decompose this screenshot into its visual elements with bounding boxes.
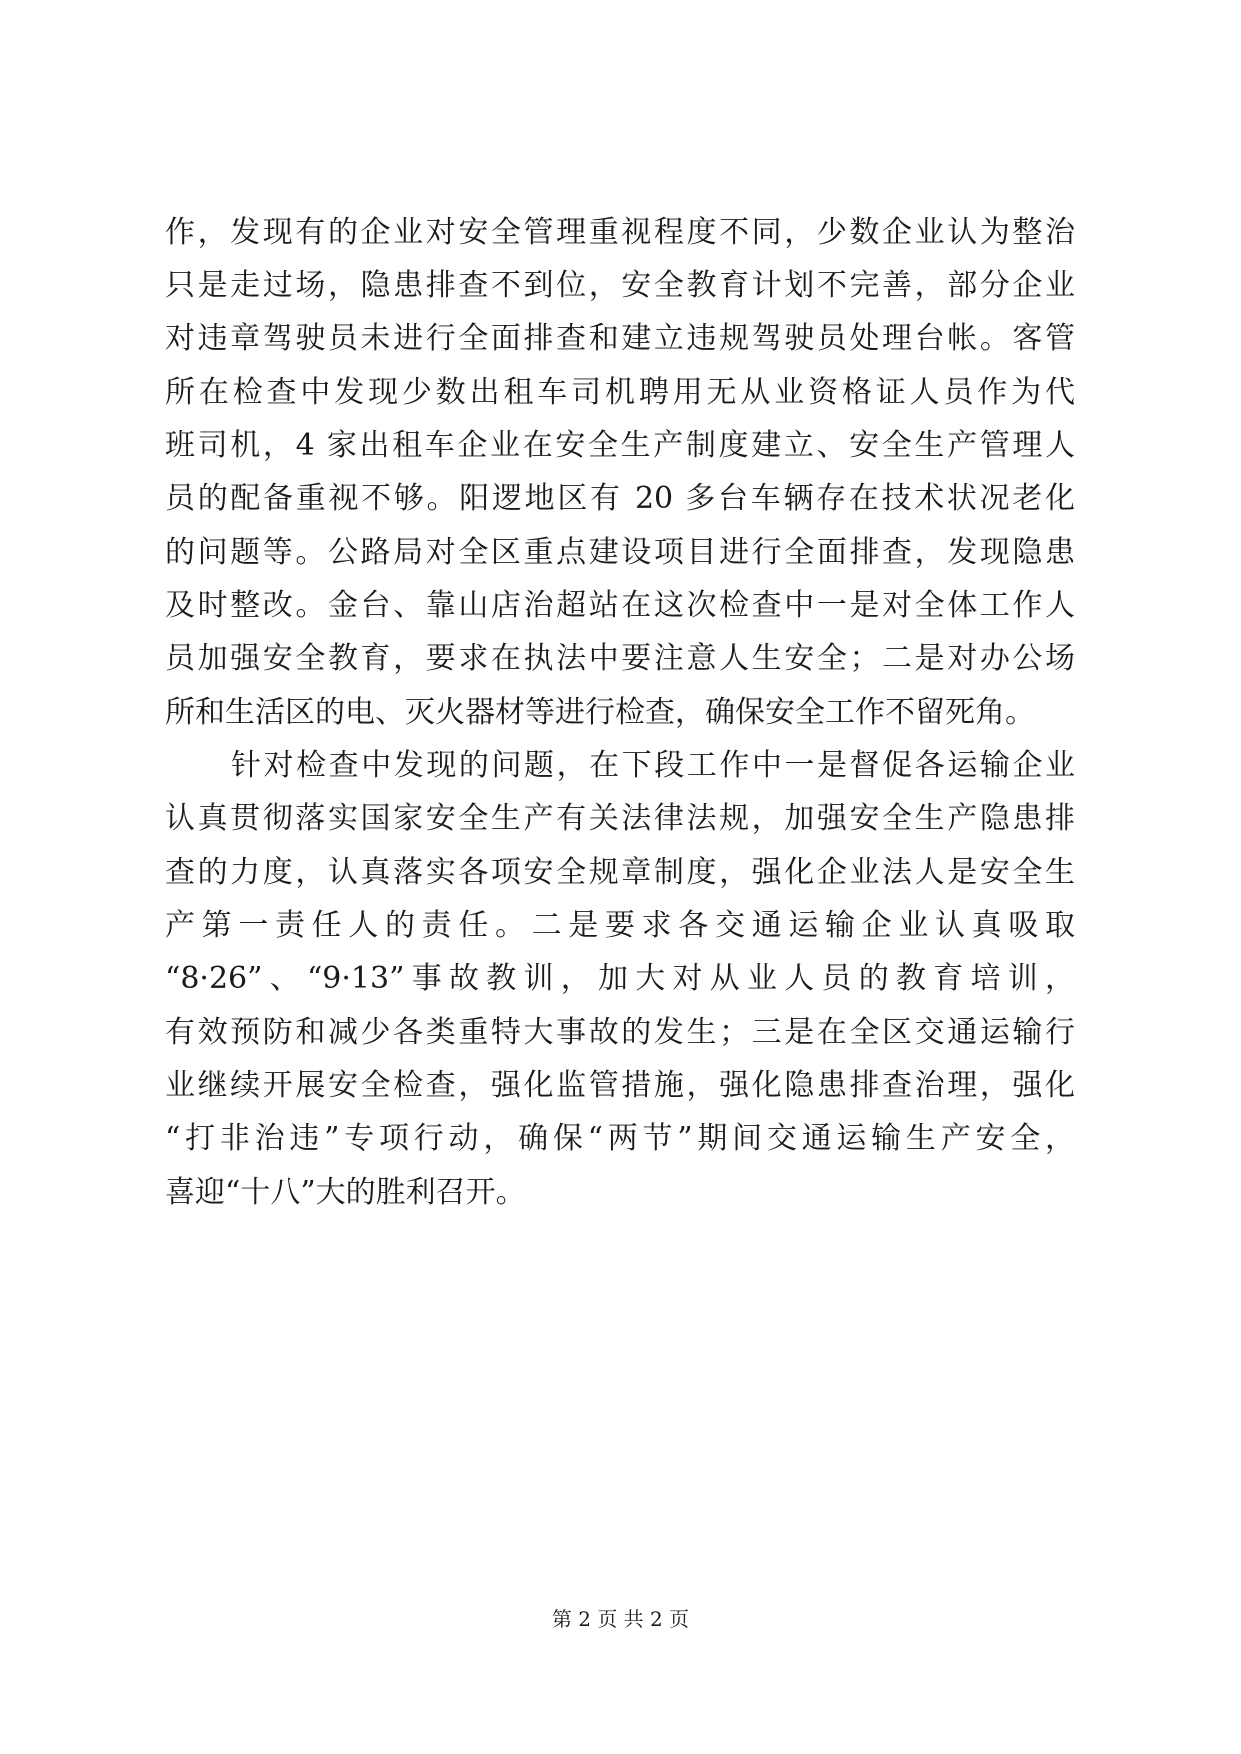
paragraph-1-line-3: 对违章驾驶员未进行全面排查和建立违规驾驶员处理台帐。客管: [165, 321, 1075, 356]
page-footer: 第 2 页 共 2 页: [551, 1607, 690, 1631]
paragraph-1-line-4: 所在检查中发现少数出租车司机聘用无从业资格证人员作为代: [165, 375, 1075, 410]
paragraph-1-line-6: 员的配备重视不够。阳逻地区有 20 多台车辆存在技术状况老化: [165, 481, 1075, 516]
paragraph-2-line-2: 认真贯彻落实国家安全生产有关法律法规，加强安全生产隐患排: [165, 801, 1075, 836]
paragraph-2-line-3: 查的力度，认真落实各项安全规章制度，强化企业法人是安全生: [165, 855, 1075, 890]
paragraph-1-line-5: 班司机，4 家出租车企业在安全生产制度建立、安全生产管理人: [165, 428, 1075, 463]
paragraph-1-line-9: 员加强安全教育，要求在执法中要注意人生安全；二是对办公场: [165, 641, 1075, 676]
paragraph-2-line-7: 业继续开展安全检查，强化监管措施，强化隐患排查治理，强化: [165, 1068, 1075, 1103]
paragraph-2-line-6: 有效预防和减少各类重特大事故的发生；三是在全区交通运输行: [165, 1015, 1075, 1050]
paragraph-1-line-1: 作，发现有的企业对安全管理重视程度不同，少数企业认为整治: [165, 215, 1075, 250]
paragraph-2-line-5: “8·26”、“9·13”事故教训，加大对从业人员的教育培训，: [165, 961, 1075, 996]
paragraph-2-line-1: 针对检查中发现的问题，在下段工作中一是督促各运输企业: [231, 748, 1075, 783]
paragraph-1-line-10: 所和生活区的电、灭火器材等进行检查，确保安全工作不留死角。: [165, 695, 1035, 730]
paragraph-1-line-2: 只是走过场，隐患排查不到位，安全教育计划不完善，部分企业: [165, 268, 1075, 303]
paragraph-2-line-4: 产第一责任人的责任。二是要求各交通运输企业认真吸取: [165, 908, 1075, 943]
paragraph-2-line-8: “打非治违”专项行动，确保“两节”期间交通运输生产安全，: [165, 1121, 1075, 1156]
paragraph-1-line-8: 及时整改。金台、靠山店治超站在这次检查中一是对全体工作人: [165, 588, 1075, 623]
paragraph-2-line-9: 喜迎“十八”大的胜利召开。: [165, 1175, 526, 1210]
paragraph-1-line-7: 的问题等。公路局对全区重点建设项目进行全面排查，发现隐患: [165, 535, 1075, 570]
